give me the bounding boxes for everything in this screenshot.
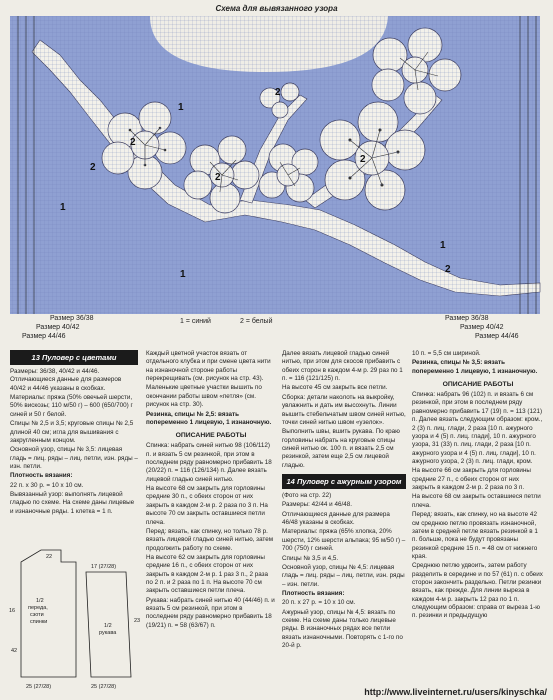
- section-header-14: 14 Пуловер с ажурным узором: [282, 474, 406, 489]
- chart-number-9: 1: [60, 202, 66, 213]
- col4-p0: 10 п. = 5,5 см шириной.: [412, 350, 481, 357]
- size-left-36-38: Размер 36/38: [50, 315, 94, 322]
- col3-p2-6: Плотность вязания:: [282, 589, 345, 597]
- size-right-44-46: Размер 44/46: [475, 333, 519, 340]
- dim-2: 17 (27/28): [91, 564, 117, 570]
- col3-p2-7: 20 п. х 27 р. = 10 х 10 см.: [282, 599, 356, 607]
- col1-p4: Плотность вязания:: [10, 472, 73, 480]
- col3-p2-3: Материалы: пряжа (65% хлопка, 20% шерсти, 12% шерсти альпака; 95 м/50 г) – 700 (750) г синей.: [282, 528, 406, 553]
- col3-p2-5: Основной узор, спицы № 4,5: лицевая гладь = лиц. ряды – лиц. петли, изн. ряды – изн. петли.: [282, 563, 405, 588]
- col2-p2-4: Рукава: набрать синей нитью 40 (44/46) п. и вязать 5 см резинкой, при этом в последнем ряду равномерно прибавить 18 (19/21) п. = 58 (63/67) п.: [146, 596, 275, 629]
- col4-subheading: ОПИСАНИЕ РАБОТЫ: [442, 381, 514, 389]
- chart-number-8: 2: [445, 264, 451, 275]
- legend-white: 2 = белый: [240, 318, 273, 325]
- dim-4: 25 (27/28): [91, 684, 117, 690]
- col4-p2-4: Среднюю петлю удвоить, затем работу разделить в середине и по 57 (61) п. с обеих сторон закончить раздельно. Петли резинки вязать, как прежде. Для линии выреза в каждом 4-м р. закрыть 12 раз по 1 п. следующим образом: справа от выреза 1-ю п. резинки и предыдущую: [412, 562, 543, 620]
- col2-p2-2: Перед: вязать, как спинку, но только 78 р. вязать лицевой гладью синей нитью, затем продолжить работу по схеме.: [146, 527, 274, 552]
- col2-p2-3: На высоте 62 см закрыть для горловины средние 16 п., с обеих сторон от них закрыть в каждом 2-м р. 1 раз 3 п., 2 раза по 2 п. и 2 раза по 1 п. На высоте 70 см закрыть оставшиеся петли плеча.: [146, 553, 269, 595]
- col2-subheading: ОПИСАНИЕ РАБОТЫ: [175, 432, 247, 440]
- size-right-40-42: Размер 40/42: [460, 324, 504, 331]
- col3-p0: Далее вязать лицевой гладью синей нитью, при этом для скосов прибавить с обеих сторон в каждом 4-м р. 29 раз по 1 п. = 116 (121/125) п.: [282, 350, 403, 383]
- legend-blue: 1 = синий: [180, 318, 211, 325]
- column-1: [10, 350, 138, 517]
- pattern-chart: [0, 0, 553, 345]
- column-2: [146, 350, 276, 631]
- dim-3: 23: [134, 618, 141, 624]
- schematic-drawing: [6, 542, 146, 692]
- col3-p2: Сборка: детали наколоть на выкройку, увлажнить и дать им высохнуть. Линии вышить стебельчатым швом синей нитью, точки синей нитью швом «узелок».: [282, 393, 406, 426]
- chart-number-0: 2: [130, 137, 136, 148]
- col4-p1: Резинка, спицы № 3,5: вязать попеременно 1 лицевую, 1 изнаночную.: [412, 359, 538, 375]
- col2-p0: Каждый цветной участок вязать от отдельного клубка и при смене цвета нити на изнаночной стороне работы перекрещивать (см. рисунок на стр. 43).: [146, 350, 271, 383]
- column-4: [412, 350, 544, 622]
- chart-number-7: 1: [180, 269, 186, 280]
- section-header-13: 13 Пуловер с цветами: [10, 350, 138, 365]
- chart-number-2: 2: [275, 87, 281, 98]
- col4-p2-1: На высоте 66 см закрыть для горловины средние 27 п., с обеих сторон от них закрыть в каждом 2-м р. 2 раза по 3 п.: [412, 467, 531, 492]
- col1-p0: Размеры: 36/38, 40/42 и 44/46. Отличающиеся данные для размеров 40/42 и 44/46 указаны в скобках.: [10, 368, 122, 392]
- pattern-chart-section: [0, 0, 553, 345]
- col1-p6: Вывязанный узор: выполнять лицевой гладью по схеме. На схеме даны лицевые и изнаночные ряды. 1 клетка = 1 п.: [10, 491, 135, 515]
- col1-p5: 22 п. х 30 р. = 10 х 10 см.: [10, 481, 84, 489]
- col3-p1: На высоте 45 см закрыть все петли.: [282, 384, 388, 392]
- garment-schematic: [6, 542, 146, 692]
- dim-0: 16: [9, 608, 16, 614]
- col1-p2: Спицы № 2,5 и 3,5; круговые спицы № 2,5 длиной 40 см; игла для вышивания с закругленным концом.: [10, 420, 134, 444]
- col1-p1: Материалы: пряжа (50% овечьей шерсти, 50% вискозы; 110 м/50 г) – 600 (650/700) г синей и 50 г белой.: [10, 394, 133, 418]
- chart-number-3: 2: [360, 154, 366, 165]
- col2-p1: Маленькие цветные участки вышить по окончании работы швом «петля» (см. рисунок на стр. 30).: [146, 384, 262, 409]
- sleeve-label: 1/2 рукава: [99, 623, 117, 636]
- col4-p2-3: Перед: вязать, как спинку, но на высоте 42 см среднюю петлю провязать изнаночной, затем в средней петле вязать резинкой в 1 п. больше, пока не будут провязаны резинкой средние 15 п. = 48 см от нижнего края.: [412, 511, 538, 560]
- chart-title: Схема для вывязанного узора: [215, 4, 338, 13]
- col4-p2-0: Спинка: набрать 96 (102) п. и вязать 6 см резинкой, при этом в последнем ряду равномерно прибавить 17 (19) п. = 113 (121) п. Далее вязать следующим образом: кром., 2 (3) п. лиц. глади, 2 раза [10 п. ажурного узора и 4 (5) п. лиц. глади], 10 п. ажурного узора, 31 (33) п. лиц. глади, 2 раза [10 п. ажурного узора и 4 (5) п. лиц. глади], 10 п. ажурного узора, 2 (3) п. лиц. глади, кром.: [412, 391, 543, 465]
- col3-p2-2: Отличающиеся данные для размера 46/48 указаны в скобках.: [282, 510, 390, 527]
- size-left-44-46: Размер 44/46: [22, 333, 66, 340]
- col2-p2-1: На высоте 68 см закрыть для горловины средние 30 п., с обеих сторон от них закрыть в каждом 2-м р. 2 раза по 3 п. На высоте 70 см закрыть оставшиеся петли плеча.: [146, 485, 268, 526]
- dim-6: 22: [46, 554, 53, 560]
- col1-p3: Основной узор, спицы № 3,5: лицевая гладь = лиц. ряды – лиц. петли, изн. ряды – изн. петли.: [10, 446, 138, 470]
- chart-number-1: 2: [215, 172, 221, 183]
- chart-number-6: 1: [440, 240, 446, 251]
- dim-5: 42: [11, 648, 18, 654]
- dim-1: 25 (27/28): [26, 684, 52, 690]
- front-label: 1/2 переда, сзоти спинки: [28, 598, 48, 625]
- col3-p2-0: (Фото на стр. 22): [282, 492, 332, 500]
- footer-url[interactable]: http://www.liveinternet.ru/users/kinyschka/: [364, 687, 547, 697]
- col3-p2-4: Спицы № 3,5 и 4,5.: [282, 554, 339, 562]
- chart-number-5: 2: [90, 162, 96, 173]
- column-3: [282, 350, 406, 652]
- col3-p3: Выполнить швы, вшить рукава. По краю горловины набрать на круговые спицы синей нитью ок. 100 п. и вязать 2,5 см резинкой, затем еще 2,5 см лицевой гладью.: [282, 428, 400, 469]
- chart-number-4: 1: [178, 102, 184, 113]
- col2-p2: Резинка, спицы № 2,5: вязать попеременно 1 лицевую, 1 изнаночную.: [146, 410, 272, 426]
- col4-p2-2: На высоте 68 см закрыть оставшиеся петли плеча.: [412, 493, 541, 509]
- size-left-40-42: Размер 40/42: [36, 324, 80, 331]
- col2-p2-0: Спинка: набрать синей нитью 98 (106/112) п. и вязать 5 см резинкой, при этом в последнем ряду равномерно прибавить 18 (20/22) п. = 116 (126/134) п. Далее вязать лицевой гладью синей нитью.: [146, 442, 272, 483]
- size-right-36-38: Размер 36/38: [445, 315, 489, 322]
- col3-p2-8: Ажурный узор, спицы № 4,5: вязать по схеме. На схеме даны только лицевые ряды. В изнаночных рядах все петли вязать изнаночными. Повторять с 1-го по 20-й р.: [282, 608, 403, 650]
- col3-p2-1: Размеры: 42/44 и 46/48.: [282, 501, 352, 509]
